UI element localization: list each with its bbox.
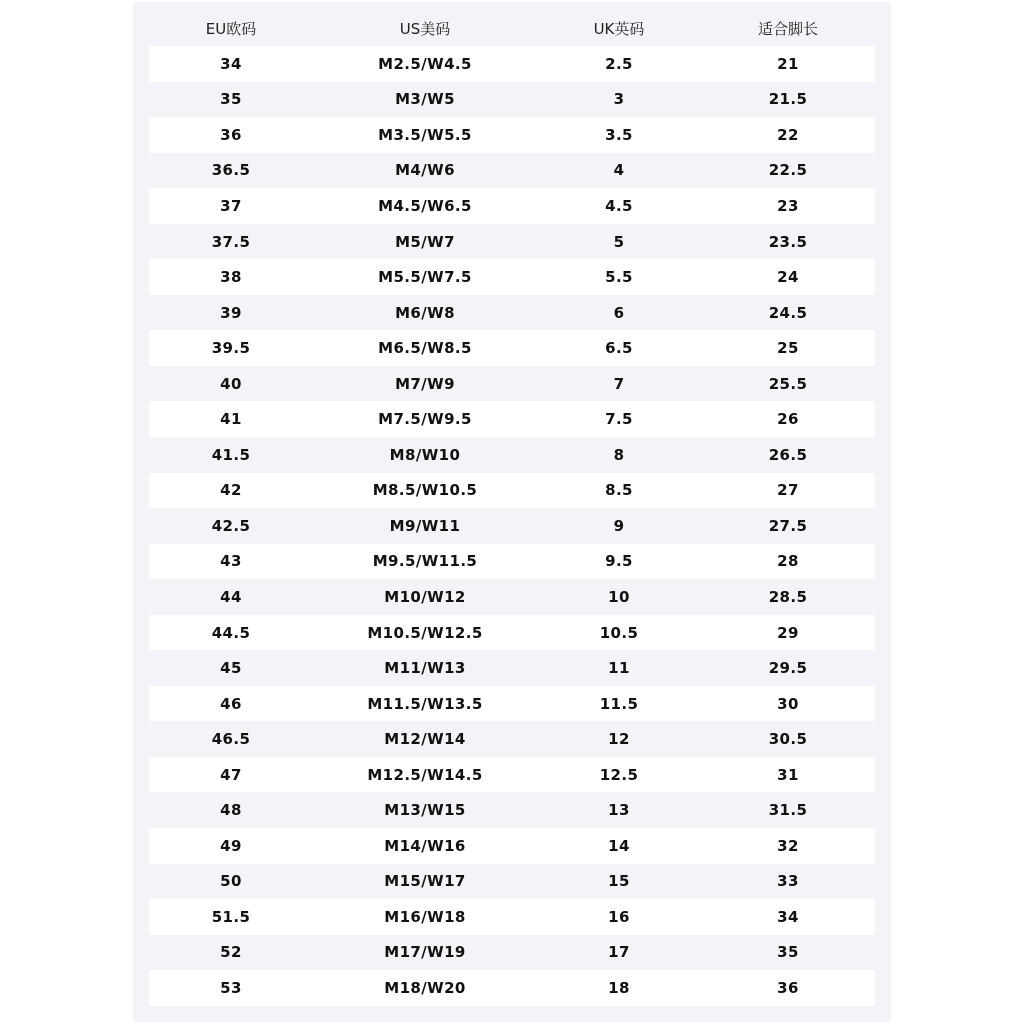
us-size-cell: M16/W18: [384, 907, 466, 926]
foot-length-cell: 31: [777, 765, 799, 784]
foot-length-cell: 24.5: [768, 303, 808, 322]
eu-size-cell: 37.5: [211, 232, 251, 251]
uk-size-cell: 9: [613, 516, 625, 535]
foot-length-cell: 23: [777, 196, 799, 215]
us-size-cell: M9/W11: [389, 516, 461, 535]
uk-size-cell: 12: [608, 730, 630, 749]
eu-size-cell: 45: [220, 659, 242, 678]
us-size-cell: M10.5/W12.5: [367, 623, 483, 642]
eu-size-cell: 42: [220, 481, 242, 500]
us-size-cell: M9.5/W11.5: [372, 552, 478, 571]
uk-size-cell: 5: [613, 232, 625, 251]
uk-size-cell: 10: [608, 587, 630, 606]
us-size-cell: M13/W15: [384, 801, 466, 820]
uk-size-cell: 10.5: [599, 623, 639, 642]
foot-length-cell: 29: [777, 623, 799, 642]
eu-size-cell: 39: [220, 303, 242, 322]
eu-size-cell: 46.5: [211, 730, 251, 749]
table-row: [149, 473, 875, 509]
us-size-cell: M4.5/W6.5: [378, 196, 472, 215]
table-row: [149, 188, 875, 224]
foot-length-cell: 29.5: [768, 659, 808, 678]
table-row: [149, 935, 875, 971]
us-size-cell: M4/W6: [395, 161, 455, 180]
header-eu-size: EU欧码: [205, 19, 257, 38]
us-size-cell: M3.5/W5.5: [378, 125, 472, 144]
eu-size-cell: 34: [220, 54, 242, 73]
table-row: [149, 864, 875, 900]
uk-size-cell: 14: [608, 836, 630, 855]
table-body: [149, 46, 875, 1006]
eu-size-cell: 53: [220, 978, 242, 997]
eu-size-cell: 42.5: [211, 516, 251, 535]
eu-size-cell: 44: [220, 587, 242, 606]
foot-length-cell: 34: [777, 907, 799, 926]
us-size-cell: M11.5/W13.5: [367, 694, 483, 713]
us-size-cell: M8.5/W10.5: [372, 481, 478, 500]
eu-size-cell: 50: [220, 872, 242, 891]
foot-length-cell: 22: [777, 125, 799, 144]
foot-length-cell: 30: [777, 694, 799, 713]
us-size-cell: M14/W16: [384, 836, 466, 855]
header-us-size: US美码: [399, 19, 451, 38]
uk-size-cell: 8: [613, 445, 625, 464]
foot-length-cell: 26.5: [768, 445, 808, 464]
foot-length-cell: 28.5: [768, 587, 808, 606]
eu-size-cell: 39.5: [211, 339, 251, 358]
eu-size-cell: 40: [220, 374, 242, 393]
table-row: [149, 828, 875, 864]
table-row: [149, 792, 875, 828]
table-row: [149, 117, 875, 153]
table-row: [149, 615, 875, 651]
uk-size-cell: 6.5: [605, 339, 633, 358]
us-size-cell: M3/W5: [395, 90, 455, 109]
foot-length-cell: 24: [777, 268, 799, 287]
eu-size-cell: 43: [220, 552, 242, 571]
foot-length-cell: 36: [777, 978, 799, 997]
uk-size-cell: 7.5: [605, 410, 633, 429]
uk-size-cell: 7: [613, 374, 625, 393]
foot-length-cell: 25.5: [768, 374, 808, 393]
table-row: [149, 508, 875, 544]
size-chart-table: [149, 10, 875, 1006]
uk-size-cell: 15: [608, 872, 630, 891]
table-row: [149, 46, 875, 82]
us-size-cell: M11/W13: [384, 659, 466, 678]
eu-size-cell: 38: [220, 268, 242, 287]
us-size-cell: M6/W8: [395, 303, 455, 322]
eu-size-cell: 37: [220, 196, 242, 215]
eu-size-cell: 35: [220, 90, 242, 109]
uk-size-cell: 9.5: [605, 552, 633, 571]
uk-size-cell: 16: [608, 907, 630, 926]
foot-length-cell: 27: [777, 481, 799, 500]
table-header: [149, 10, 875, 46]
foot-length-cell: 33: [777, 872, 799, 891]
uk-size-cell: 4.5: [605, 196, 633, 215]
us-size-cell: M2.5/W4.5: [378, 54, 472, 73]
us-size-cell: M7/W9: [395, 374, 455, 393]
eu-size-cell: 41.5: [211, 445, 251, 464]
table-row: [149, 899, 875, 935]
us-size-cell: M12/W14: [384, 730, 466, 749]
us-size-cell: M12.5/W14.5: [367, 765, 483, 784]
uk-size-cell: 3: [613, 90, 625, 109]
us-size-cell: M7.5/W9.5: [378, 410, 472, 429]
us-size-cell: M10/W12: [384, 587, 466, 606]
uk-size-cell: 11: [608, 659, 630, 678]
table-row: [149, 544, 875, 580]
uk-size-cell: 8.5: [605, 481, 633, 500]
table-row: [149, 401, 875, 437]
table-row: [149, 650, 875, 686]
eu-size-cell: 36: [220, 125, 242, 144]
table-row: [149, 366, 875, 402]
table-row: [149, 437, 875, 473]
eu-size-cell: 41: [220, 410, 242, 429]
foot-length-cell: 21.5: [768, 90, 808, 109]
header-uk-size: UK英码: [593, 19, 645, 38]
us-size-cell: M5.5/W7.5: [378, 268, 472, 287]
uk-size-cell: 18: [608, 978, 630, 997]
table-row: [149, 82, 875, 118]
foot-length-cell: 31.5: [768, 801, 808, 820]
table-row: [149, 721, 875, 757]
foot-length-cell: 23.5: [768, 232, 808, 251]
foot-length-cell: 28: [777, 552, 799, 571]
us-size-cell: M18/W20: [384, 978, 466, 997]
eu-size-cell: 51.5: [211, 907, 251, 926]
table-row: [149, 259, 875, 295]
uk-size-cell: 13: [608, 801, 630, 820]
foot-length-cell: 25: [777, 339, 799, 358]
uk-size-cell: 6: [613, 303, 625, 322]
table-row: [149, 970, 875, 1006]
uk-size-cell: 5.5: [605, 268, 633, 287]
header-foot-length: 适合脚长: [757, 19, 818, 38]
eu-size-cell: 52: [220, 943, 242, 962]
uk-size-cell: 17: [608, 943, 630, 962]
table-row: [149, 224, 875, 260]
foot-length-cell: 26: [777, 410, 799, 429]
us-size-cell: M15/W17: [384, 872, 466, 891]
us-size-cell: M5/W7: [395, 232, 455, 251]
us-size-cell: M6.5/W8.5: [378, 339, 472, 358]
uk-size-cell: 4: [613, 161, 625, 180]
table-row: [149, 757, 875, 793]
table-row: [149, 579, 875, 615]
size-chart-panel: [133, 2, 891, 1022]
foot-length-cell: 30.5: [768, 730, 808, 749]
eu-size-cell: 36.5: [211, 161, 251, 180]
foot-length-cell: 32: [777, 836, 799, 855]
us-size-cell: M17/W19: [384, 943, 466, 962]
us-size-cell: M8/W10: [389, 445, 461, 464]
eu-size-cell: 46: [220, 694, 242, 713]
uk-size-cell: 11.5: [599, 694, 639, 713]
table-row: [149, 153, 875, 189]
foot-length-cell: 35: [777, 943, 799, 962]
eu-size-cell: 44.5: [211, 623, 251, 642]
uk-size-cell: 12.5: [599, 765, 639, 784]
eu-size-cell: 49: [220, 836, 242, 855]
foot-length-cell: 27.5: [768, 516, 808, 535]
table-row: [149, 686, 875, 722]
uk-size-cell: 2.5: [605, 54, 633, 73]
foot-length-cell: 21: [777, 54, 799, 73]
uk-size-cell: 3.5: [605, 125, 633, 144]
table-row: [149, 295, 875, 331]
eu-size-cell: 48: [220, 801, 242, 820]
table-row: [149, 330, 875, 366]
eu-size-cell: 47: [220, 765, 242, 784]
foot-length-cell: 22.5: [768, 161, 808, 180]
